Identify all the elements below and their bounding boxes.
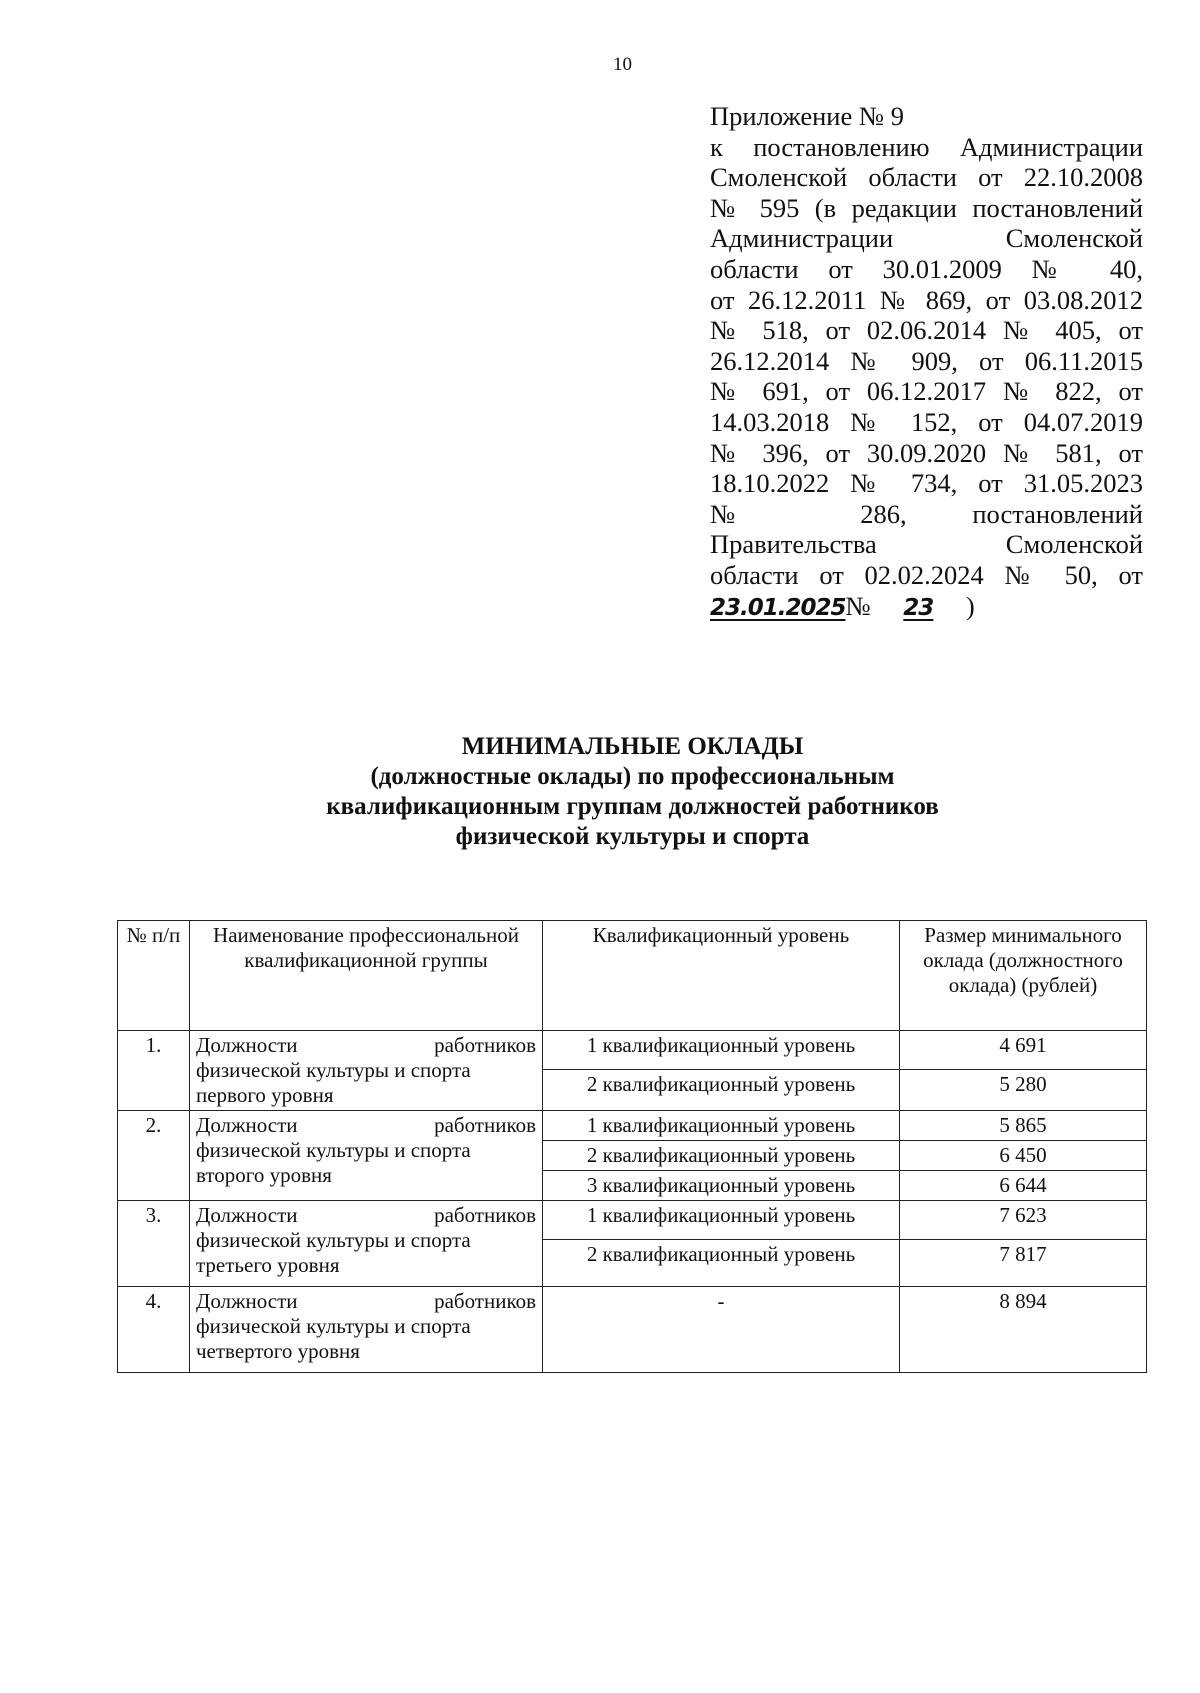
page-number: 10 <box>613 54 632 75</box>
level-cell: - <box>543 1287 900 1373</box>
group-name-rest: физической культуры и спорта первого уровня <box>196 1058 471 1107</box>
appendix-line: № 286, постановлений <box>710 498 1143 529</box>
appendix-title: Приложение № 9 <box>710 101 905 131</box>
amount-cell: 6 644 <box>900 1171 1147 1201</box>
amount-cell: 5 280 <box>900 1070 1147 1111</box>
table-row <box>118 1031 1147 1070</box>
row-number: 3. <box>118 1201 190 1287</box>
salary-table <box>117 920 1147 1373</box>
heading-line: (должностные оклады) по профессиональным <box>370 763 895 790</box>
number-sign: № <box>845 590 871 621</box>
heading-line: физической культуры и спорта <box>455 823 810 850</box>
appendix-line: Правительства Смоленской <box>710 529 1143 560</box>
appendix-block <box>710 101 1143 623</box>
handwritten-date: 23.01.2025 <box>710 594 846 621</box>
amount-cell: 4 691 <box>900 1031 1147 1070</box>
appendix-line: области от 02.02.2024 № 50, от <box>710 559 1143 590</box>
amount-cell: 8 894 <box>900 1287 1147 1373</box>
group-name <box>190 1031 543 1111</box>
level-cell: 1 квалификационный уровень <box>543 1111 900 1141</box>
header-level: Квалификационный уровень <box>543 921 900 1031</box>
group-name-first: Должности работников <box>196 1033 536 1057</box>
closing-paren: ) <box>965 590 975 621</box>
group-name-rest: физической культуры и спорта второго уровня <box>196 1138 471 1187</box>
group-name-first: Должности работников <box>196 1113 536 1137</box>
header-group: Наименование профессиональной квалификационной группы <box>190 921 543 1031</box>
level-cell: 2 квалификационный уровень <box>543 1240 900 1287</box>
table-row <box>118 1287 1147 1373</box>
group-name-first: Должности работников <box>196 1289 536 1313</box>
appendix-line: 14.03.2018 № 152, от 04.07.2019 <box>710 406 1143 437</box>
group-name <box>190 1287 543 1373</box>
amount-cell: 7 623 <box>900 1201 1147 1240</box>
appendix-line: № 518, от 02.06.2014 № 405, от <box>710 315 1143 346</box>
appendix-line: Администрации Смоленской <box>710 223 1143 254</box>
group-name-rest: физической культуры и спорта четвертого уровня <box>196 1314 471 1363</box>
appendix-line: области от 30.01.2009 № 40, <box>710 253 1143 284</box>
appendix-line: к постановлению Администрации <box>710 131 1143 162</box>
level-cell: 1 квалификационный уровень <box>543 1201 900 1240</box>
appendix-line: № 691, от 06.12.2017 № 822, от <box>710 376 1143 407</box>
appendix-line: 26.12.2014 № 909, от 06.11.2015 <box>710 345 1143 376</box>
level-cell: 2 квалификационный уровень <box>543 1141 900 1171</box>
amount-cell: 5 865 <box>900 1111 1147 1141</box>
table-row <box>118 1111 1147 1141</box>
level-cell: 2 квалификационный уровень <box>543 1070 900 1111</box>
appendix-line: от 26.12.2011 № 869, от 03.08.2012 <box>710 284 1143 315</box>
header-amount: Размер минимального оклада (должностного оклада) (рублей) <box>900 921 1147 1031</box>
header-num: № п/п <box>118 921 190 1031</box>
row-number: 2. <box>118 1111 190 1201</box>
group-name-rest: физической культуры и спорта третьего уровня <box>196 1228 471 1277</box>
appendix-line: № 396, от 30.09.2020 № 581, от <box>710 437 1143 468</box>
appendix-signature-line <box>710 591 1143 624</box>
document-heading <box>200 732 1065 852</box>
appendix-line: Смоленской области от 22.10.2008 <box>710 162 1143 193</box>
level-cell: 3 квалификационный уровень <box>543 1171 900 1201</box>
heading-line: квалификационным группам должностей работников <box>326 793 939 820</box>
table-header-row <box>118 921 1147 1031</box>
group-name-first: Должности работников <box>196 1203 536 1227</box>
row-number: 1. <box>118 1031 190 1111</box>
appendix-line: № 595 (в редакции постановлений <box>710 192 1143 223</box>
heading-line: МИНИМАЛЬНЫЕ ОКЛАДЫ <box>461 733 804 760</box>
group-name <box>190 1111 543 1201</box>
handwritten-number: 23 <box>903 594 934 621</box>
amount-cell: 7 817 <box>900 1240 1147 1287</box>
row-number: 4. <box>118 1287 190 1373</box>
group-name <box>190 1201 543 1287</box>
table-row <box>118 1201 1147 1240</box>
level-cell: 1 квалификационный уровень <box>543 1031 900 1070</box>
appendix-line: 18.10.2022 № 734, от 31.05.2023 <box>710 468 1143 499</box>
amount-cell: 6 450 <box>900 1141 1147 1171</box>
